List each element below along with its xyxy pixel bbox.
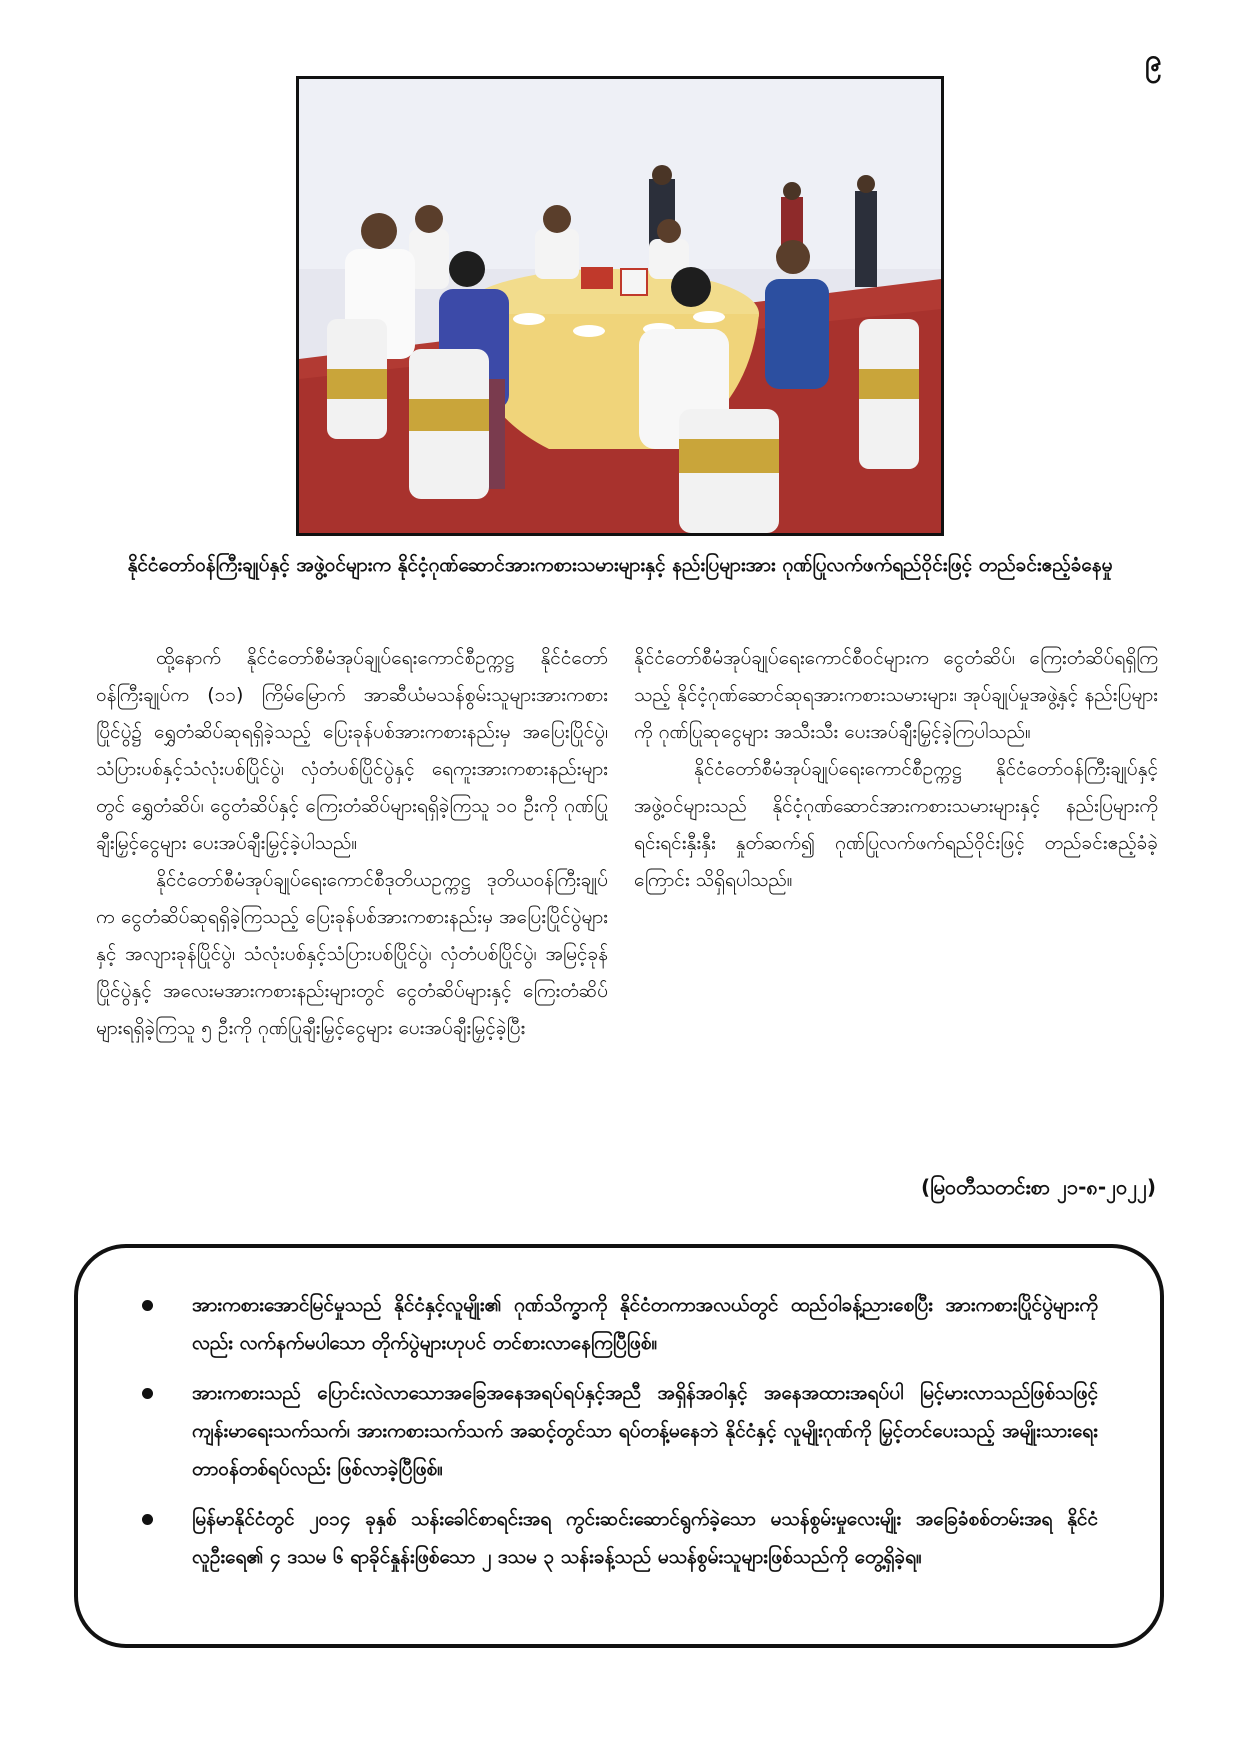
paragraph: နိုင်ငံတော်စီမံအုပ်ချုပ်ရေးကောင်စီဝင်များက ငွေတံဆိပ်၊ ကြေးတံဆိပ်ရရှိကြသည့် နိုင်ငံ့ဂုဏ်ဆောင်ဆုရအားကစားသမားများ၊ အုပ်ချုပ်မှုအဖွဲ့နှင့် နည်းပြများကို ဂုဏ်ပြုဆုငွေများ အသီးသီး ပေးအပ်ချီးမြှင့်ခဲ့ကြပါသည်။ [634,647,1158,743]
list-item [142,1500,1098,1576]
left-column [96,640,608,1047]
source-citation: (မြဝတီသတင်းစာ ၂၁-၈-၂၀၂၂) [920,1175,1156,1199]
paragraph: နိုင်ငံတော်စီမံအုပ်ချုပ်ရေးကောင်စီဒုတိယဥက္ကဋ္ဌ ဒုတိယဝန်ကြီးချုပ်က ငွေတံဆိပ်ဆုရရှိခဲ့ကြသည့် ပြေးခုန်ပစ်အားကစားနည်းမှ အပြေးပြိုင်ပွဲများနှင့် အလျားခုန်ပြိုင်ပွဲ၊ သံလုံးပစ်နှင့်သံပြားပစ်ပြိုင်ပွဲ၊ လှံတံပစ်ပြိုင်ပွဲ၊ အမြင့်ခုန်ပြိုင်ပွဲနှင့် အလေးမအားကစားနည်းများတွင် ငွေတံဆိပ်များနှင့် ကြေးတံဆိပ်များရရှိခဲ့ကြသူ ၅ ဦးကို ဂုဏ်ပြုချီးမြှင့်ငွေများ ပေးအပ်ချီးမြှင့်ခဲ့ပြီး [96,869,608,1039]
right-column [634,640,1158,899]
photo-caption: နိုင်ငံတော်ဝန်ကြီးချုပ်နှင့် အဖွဲ့ဝင်များက နိုင်ငံ့ဂုဏ်ဆောင်အားကစားသမားများနှင့် နည်းပြများအား ဂုဏ်ပြုလက်ဖက်ရည်ဝိုင်းဖြင့် တည်ခင်းဧည့်ခံနေမှု [127,554,1113,576]
tea-reception-photo [299,79,941,533]
paragraph: နိုင်ငံတော်စီမံအုပ်ချုပ်ရေးကောင်စီဥက္ကဋ္ဌ နိုင်ငံတော်ဝန်ကြီးချုပ်နှင့် အဖွဲ့ဝင်များသည် နိုင်ငံ့ဂုဏ်ဆောင်အားကစားသမားများနှင့် နည်းပြများကို ရင်းရင်းနှီးနှီး နှုတ်ဆက်၍ ဂုဏ်ပြုလက်ဖက်ရည်ဝိုင်းဖြင့် တည်ခင်းဧည့်ခံခဲ့ကြောင်း သိရှိရပါသည်။ [634,758,1158,891]
key-points-box [74,1244,1164,1648]
bullet-icon [142,1514,153,1525]
bullet-icon [142,1300,153,1311]
event-photo [296,76,944,536]
bullet-icon [142,1388,153,1399]
list-item [142,1286,1098,1362]
list-item [142,1374,1098,1488]
note-text: မြန်မာနိုင်ငံတွင် ၂၀၁၄ ခုနှစ် သန်းခေါင်စာရင်းအရ ကွင်းဆင်းဆောင်ရွက်ခဲ့သော မသန်စွမ်းမှုလေးမျိုး အခြေခံစစ်တမ်းအရ နိုင်ငံလူဦးရေ၏ ၄ ဒသမ ၆ ရာခိုင်နှုန်းဖြစ်သော ၂ ဒသမ ၃ သန်းခန့်သည် မသန်စွမ်းသူများဖြစ်သည်ကို တွေ့ရှိခဲ့ရ။ [192,1508,1098,1568]
page-number: ၉ [1145,43,1162,78]
paragraph: ထို့နောက် နိုင်ငံတော်စီမံအုပ်ချုပ်ရေးကောင်စီဥက္ကဋ္ဌ နိုင်ငံတော်ဝန်ကြီးချုပ်က (၁၁) ကြိမ်မြောက် အာဆီယံမသန်စွမ်းသူများအားကစားပြိုင်ပွဲ၌ ရွှေတံဆိပ်ဆုရရှိခဲ့သည့် ပြေးခုန်ပစ်အားကစားနည်းမှ အပြေးပြိုင်ပွဲ၊ သံပြားပစ်နှင့်သံလုံးပစ်ပြိုင်ပွဲ၊ လှံတံပစ်ပြိုင်ပွဲနှင့် ရေကူးအားကစားနည်းများတွင် ရွှေတံဆိပ်၊ ငွေတံဆိပ်နှင့် ကြေးတံဆိပ်များရရှိခဲ့ကြသူ ၁၀ ဦးကို ဂုဏ်ပြုချီးမြှင့်ငွေများ ပေးအပ်ချီးမြှင့်ခဲ့ပါသည်။ [96,647,608,854]
note-text: အားကစားသည် ပြောင်းလဲလာသောအခြေအနေအရပ်ရပ်နှင့်အညီ အရှိန်အဝါနှင့် အနေအထားအရပ်ပါ မြင့်မားလာသည်ဖြစ်သဖြင့် ကျန်းမာရေးသက်သက်၊ အားကစားသက်သက် အဆင့်တွင်သာ ရပ်တန့်မနေဘဲ နိုင်ငံနှင့် လူမျိုးဂုဏ်ကို မြှင့်တင်ပေးသည့် အမျိုးသားရေးတာဝန်တစ်ရပ်လည်း ဖြစ်လာခဲ့ပြီဖြစ်။ [192,1382,1098,1480]
note-text: အားကစားအောင်မြင်မှုသည် နိုင်ငံနှင့်လူမျိုး၏ ဂုဏ်သိက္ခာကို နိုင်ငံတကာအလယ်တွင် ထည်ဝါခန့်ညားစေပြီး အားကစားပြိုင်ပွဲများကိုလည်း လက်နက်မပါသော တိုက်ပွဲများဟုပင် တင်စားလာနေကြပြီဖြစ်။ [192,1294,1098,1354]
key-points-list [142,1286,1098,1576]
